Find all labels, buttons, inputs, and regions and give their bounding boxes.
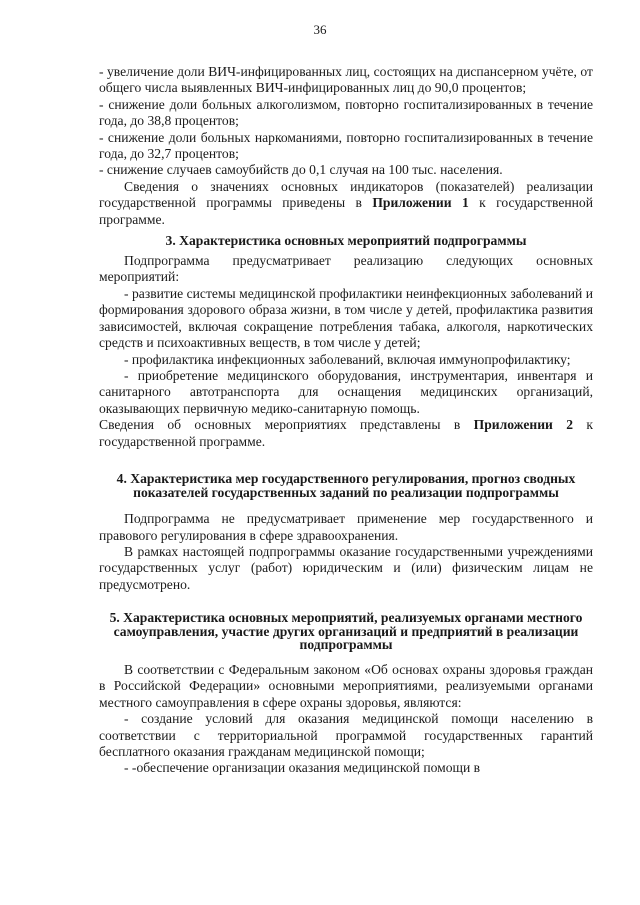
section-5-intro: В соответствии с Федеральным законом «Об основах охраны здоровья граждан в Российской Федерации» основными мероприятиями, реализуемыми органами местного самоуправления в сфере охраны здоровья, являются: bbox=[99, 661, 593, 710]
section-3-closing bbox=[99, 417, 593, 450]
list-item: - развитие системы медицинской профилактики неинфекционных заболеваний и формирования здорового образа жизни, в том числе у детей, профилактика развития зависимостей, включая сокращение потребления табака, алкоголя, наркотических средств и психоактивных веществ, в том числе у детей; bbox=[99, 285, 593, 351]
list-item: - снижение доли больных наркоманиями, повторно госпитализированных в течение года, до 32,7 процентов; bbox=[99, 129, 593, 162]
appendix-2-ref: Приложении 2 bbox=[473, 417, 574, 433]
list-item: - приобретение медицинского оборудования, инструментария, инвентаря и санитарного автотранспорта для оснащения медицинских организаций, оказывающих первичную медико-санитарную помощь. bbox=[99, 367, 593, 416]
list-item: - снижение доли больных алкоголизмом, повторно госпитализированных в течение года, до 38,8 процентов; bbox=[99, 96, 593, 129]
section-5-heading: 5. Характеристика основных мероприятий, реализуемых органами местного самоуправления, участие других организаций и предприятий в реализации подпрограммы bbox=[109, 610, 583, 653]
page-content bbox=[99, 64, 593, 777]
text-run: Сведения об основных мероприятиях представлены в bbox=[99, 417, 474, 433]
text-run: к государственной программе. bbox=[99, 417, 593, 449]
section-4-paragraph: Подпрограмма не предусматривает применение мер государственного и правового регулирования в сфере здравоохранения. bbox=[99, 511, 593, 543]
list-item: - создание условий для оказания медицинской помощи населению в соответствии с территориальной программой государственных гарантий бесплатного оказания гражданам медицинской помощи; bbox=[99, 711, 593, 759]
appendix-1-ref: Приложении 1 bbox=[372, 195, 469, 211]
list-item: - увеличение доли ВИЧ-инфицированных лиц, состоящих на диспансерном учёте, от общего числа выявленных ВИЧ-инфицированных лиц до 90,0 процентов; bbox=[99, 64, 593, 96]
list-item: - профилактика инфекционных заболеваний, включая иммунопрофилактику; bbox=[124, 351, 571, 367]
indicators-paragraph bbox=[99, 179, 593, 228]
list-item: - -обеспечение организации оказания медицинской помощи в bbox=[124, 760, 481, 776]
page-number: 36 bbox=[313, 22, 327, 37]
section-4-heading: 4. Характеристика мер государственного регулирования, прогноз сводных показателей государственных заданий по реализации подпрограммы bbox=[116, 470, 576, 500]
section-3-heading: 3. Характеристика основных мероприятий подпрограммы bbox=[165, 233, 527, 249]
section-4-paragraph: В рамках настоящей подпрограммы оказание государственными учреждениями государственных услуг (работ) юридическим и (или) физическим лицам не предусмотрено. bbox=[99, 543, 593, 592]
list-item: - снижение случаев самоубийств до 0,1 случая на 100 тыс. населения. bbox=[99, 162, 503, 178]
text-run: Сведения о значениях основных индикаторов (показателей) реализации государственной программы приведены в bbox=[99, 178, 593, 211]
text-run: к государственной программе. bbox=[99, 195, 593, 227]
section-3-intro: Подпрограмма предусматривает реализацию следующих основных мероприятий: bbox=[99, 253, 593, 285]
